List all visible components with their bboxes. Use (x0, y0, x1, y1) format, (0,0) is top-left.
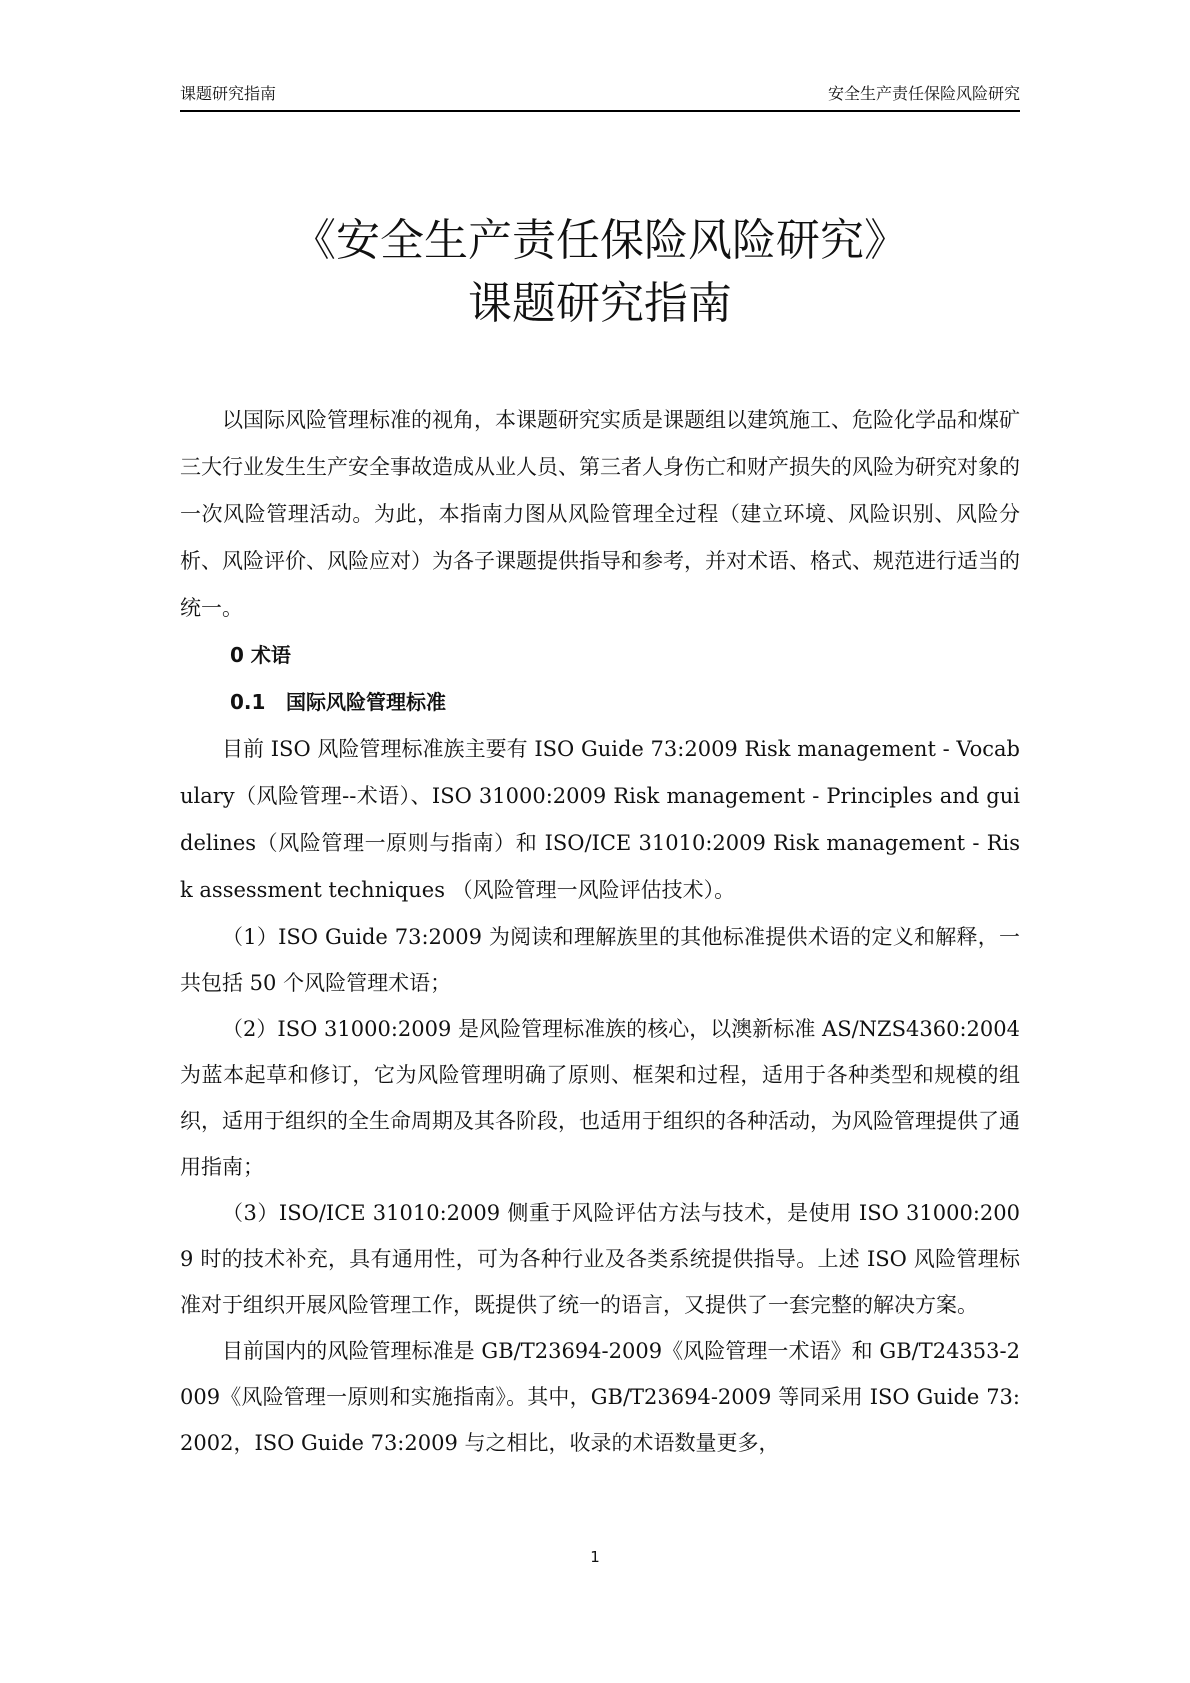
header-right-title: 安全生产责任保险风险研究 (827, 84, 1020, 103)
subsection-heading-international-standards (180, 679, 1020, 726)
document-title-line2: 课题研究指南 (468, 278, 732, 329)
paragraph-iso-guide-73: （1）ISO Guide 73:2009 为阅读和理解族里的其他标准提供术语的定义和解释，一共包括 50 个风险管理术语； (180, 925, 1020, 995)
header-left-title: 课题研究指南 (180, 84, 277, 103)
page-header (180, 82, 1020, 112)
paragraph-iso-31010: （3）ISO/ICE 31010:2009 侧重于风险评估方法与技术，是使用 ISO 31000:2009 时的技术补充，具有通用性，可为各种行业及各类系统提供指导。上述 ISO 风险管理标准对于组织开展风险管理工作，既提供了统一的语言，又提供了一套完整的解决方案。 (180, 1201, 1020, 1317)
paragraph-domestic-standards: 目前国内的风险管理标准是 GB/T23694-2009《风险管理一术语》和 GB/T24353-2009《风险管理一原则和实施指南》。其中，GB/T23694-2009 等同采用 ISO Guide 73:2002，ISO Guide 73:2009 与之相比，收录的术语数量更多， (180, 1339, 1020, 1455)
section-heading-terms: 0 术语 (230, 643, 291, 667)
paragraph-iso-family: 目前 ISO 风险管理标准族主要有 ISO Guide 73:2009 Risk management - Vocabulary（风险管理--术语）、ISO 31000:2009 Risk management - Principles and guidelines（风险管理一原则与指南）和 ISO/ICE 31010:2009 Risk management - Risk assessment techniques （风险管理一风险评估技术）。 (180, 737, 1020, 902)
subsection-title: 国际风险管理标准 (286, 690, 446, 714)
intro-paragraph: 以国际风险管理标准的视角，本课题研究实质是课题组以建筑施工、危险化学品和煤矿三大行业发生生产安全事故造成从业人员、第三者人身伤亡和财产损失的风险为研究对象的一次风险管理活动。为此，本指南力图从风险管理全过程（建立环境、风险识别、风险分析、风险评价、风险应对）为各子课题提供指导和参考，并对术语、格式、规范进行适当的统一。 (180, 408, 1020, 620)
subsection-number: 0.1 (230, 690, 266, 714)
document-title-line1: 《安全生产责任保险风险研究》 (292, 215, 908, 266)
document-body (180, 397, 1020, 1466)
page-number: 1 (590, 1548, 600, 1566)
paragraph-iso-31000: （2）ISO 31000:2009 是风险管理标准族的核心，以澳新标准 AS/NZS4360:2004 为蓝本起草和修订，它为风险管理明确了原则、框架和过程，适用于各种类型和规模的组织，适用于组织的全生命周期及其各阶段，也适用于组织的各种活动，为风险管理提供了通用指南； (180, 1017, 1020, 1179)
